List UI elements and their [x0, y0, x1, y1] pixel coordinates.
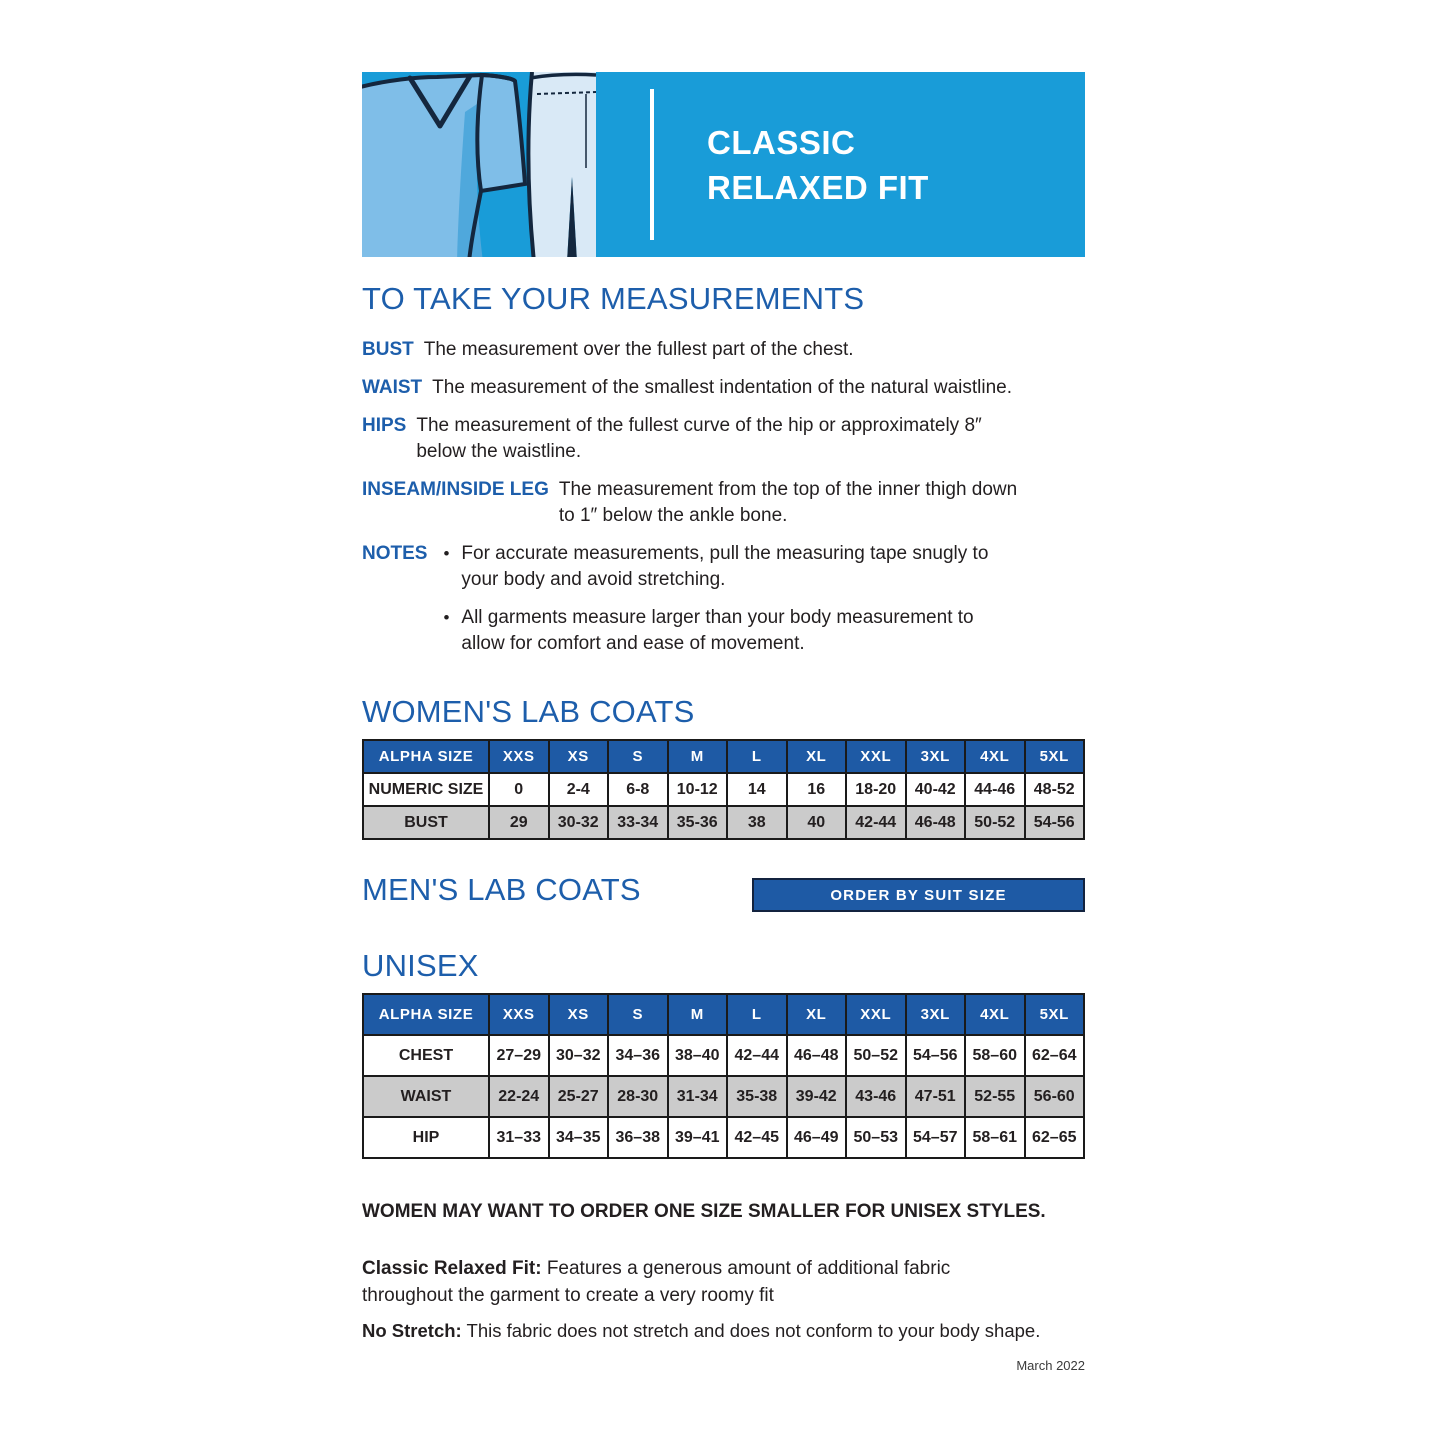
banner-title	[707, 120, 929, 210]
size-cell: 47-51	[906, 1076, 966, 1117]
size-cell: 56-60	[1025, 1076, 1085, 1117]
measurement-item-hips	[362, 413, 1100, 465]
notes-label: NOTES	[362, 543, 428, 564]
row-label: WAIST	[363, 1076, 489, 1117]
bullet-icon: •	[443, 544, 450, 563]
size-cell: 42–45	[727, 1117, 787, 1158]
alpha-size-header: ALPHA SIZE	[363, 994, 489, 1035]
size-cell: 18-20	[846, 773, 906, 806]
unisex-heading: UNISEX	[362, 948, 479, 983]
size-cell: 38–40	[668, 1035, 728, 1076]
size-cell: 54–56	[906, 1035, 966, 1076]
unisex-size-table	[362, 993, 1085, 1159]
size-cell: 46–48	[787, 1035, 847, 1076]
size-cell: 62–64	[1025, 1035, 1085, 1076]
alpha-size-header: ALPHA SIZE	[363, 740, 489, 773]
size-cell: 48-52	[1025, 773, 1085, 806]
size-cell: 62–65	[1025, 1117, 1085, 1158]
order-by-suit-size-button[interactable]: ORDER BY SUIT SIZE	[752, 878, 1085, 912]
banner-title-line2: RELAXED FIT	[707, 168, 929, 206]
size-cell: 22-24	[489, 1076, 549, 1117]
womens-lab-coats-heading: WOMEN'S LAB COATS	[362, 694, 695, 729]
size-cell: 46-48	[906, 806, 966, 839]
stretch-label: No Stretch:	[362, 1319, 462, 1341]
bust-label: BUST	[362, 339, 414, 360]
table-header-row	[363, 740, 1084, 773]
size-cell: 40	[787, 806, 847, 839]
size-cell: 0	[489, 773, 549, 806]
size-cell: 54-56	[1025, 806, 1085, 839]
inseam-description: The measurement from the top of the inner thigh down to 1″ below the ankle bone.	[558, 479, 1018, 526]
bullet-icon: •	[443, 608, 450, 627]
note-item	[437, 541, 1006, 593]
measurement-item-bust	[362, 337, 1100, 363]
measurements-section	[362, 281, 1100, 669]
size-cell: 33-34	[608, 806, 668, 839]
size-column-header: XXS	[489, 994, 549, 1035]
size-cell: 34–36	[608, 1035, 668, 1076]
size-cell: 58–61	[965, 1117, 1025, 1158]
size-cell: 42-44	[846, 806, 906, 839]
row-label: NUMERIC SIZE	[363, 773, 489, 806]
fit-text: Features a generous amount of additional fabric throughout the garment to create a very roomy fit	[362, 1258, 951, 1306]
size-cell: 30-32	[549, 806, 609, 839]
size-column-header: 5XL	[1025, 994, 1085, 1035]
size-cell: 46–49	[787, 1117, 847, 1158]
size-cell: 25-27	[549, 1076, 609, 1117]
inseam-label: INSEAM/INSIDE LEG	[362, 479, 549, 500]
size-cell: 52-55	[965, 1076, 1025, 1117]
size-cell: 44-46	[965, 773, 1025, 806]
table-row	[363, 1117, 1084, 1158]
size-column-header: 5XL	[1025, 740, 1085, 773]
size-cell: 6-8	[608, 773, 668, 806]
mens-lab-coats-heading: MEN'S LAB COATS	[362, 872, 641, 907]
size-column-header: 4XL	[965, 740, 1025, 773]
size-column-header: XXS	[489, 740, 549, 773]
row-label: CHEST	[363, 1035, 489, 1076]
size-column-header: XS	[549, 740, 609, 773]
size-cell: 10-12	[668, 773, 728, 806]
table-row	[363, 1035, 1084, 1076]
size-cell: 31–33	[489, 1117, 549, 1158]
bust-description: The measurement over the fullest part of the chest.	[423, 339, 854, 360]
size-column-header: L	[727, 740, 787, 773]
size-column-header: 3XL	[906, 740, 966, 773]
row-label: HIP	[363, 1117, 489, 1158]
mens-lab-coats-row	[362, 872, 1085, 916]
scrubs-illustration	[362, 72, 608, 257]
size-cell: 34–35	[549, 1117, 609, 1158]
size-cell: 29	[489, 806, 549, 839]
size-column-header: 4XL	[965, 994, 1025, 1035]
row-label: BUST	[363, 806, 489, 839]
notes-list	[437, 541, 1006, 657]
measurement-item-waist	[362, 375, 1100, 401]
stretch-text: This fabric does not stretch and does not conform to your body shape.	[466, 1319, 1041, 1341]
size-cell: 54–57	[906, 1117, 966, 1158]
note-text: All garments measure larger than your body measurement to allow for comfort and ease of movement.	[461, 607, 974, 654]
size-column-header: S	[608, 994, 668, 1035]
womens-size-table	[362, 739, 1085, 840]
size-cell: 36–38	[608, 1117, 668, 1158]
size-column-header: XS	[549, 994, 609, 1035]
banner-divider	[650, 89, 654, 240]
waist-label: WAIST	[362, 377, 423, 398]
size-column-header: M	[668, 994, 728, 1035]
size-cell: 28-30	[608, 1076, 668, 1117]
size-cell: 39-42	[787, 1076, 847, 1117]
size-cell: 30–32	[549, 1035, 609, 1076]
size-cell: 2-4	[549, 773, 609, 806]
revision-date: March 2022	[1016, 1358, 1085, 1373]
note-text: For accurate measurements, pull the measuring tape snugly to your body and avoid stretching.	[461, 543, 989, 590]
banner-title-line1: CLASSIC	[707, 123, 856, 161]
size-cell: 50-52	[965, 806, 1025, 839]
size-cell: 35-38	[727, 1076, 787, 1117]
size-cell: 50–52	[846, 1035, 906, 1076]
size-column-header: XXL	[846, 994, 906, 1035]
size-cell: 38	[727, 806, 787, 839]
size-column-header: XL	[787, 994, 847, 1035]
measurement-item-inseam	[362, 477, 1100, 529]
hips-label: HIPS	[362, 415, 407, 436]
size-cell: 35-36	[668, 806, 728, 839]
table-header-row	[363, 994, 1084, 1035]
size-cell: 27–29	[489, 1035, 549, 1076]
note-item	[437, 605, 1006, 657]
table-row	[363, 806, 1084, 839]
classic-relaxed-fit-note	[362, 1255, 1002, 1309]
size-cell: 58–60	[965, 1035, 1025, 1076]
banner-text-panel	[608, 72, 1085, 257]
hips-description: The measurement of the fullest curve of the hip or approximately 8″ below the waistline.	[416, 415, 982, 462]
size-cell: 39–41	[668, 1117, 728, 1158]
table-row	[363, 773, 1084, 806]
size-column-header: XXL	[846, 740, 906, 773]
classic-relaxed-fit-banner	[362, 72, 1085, 257]
size-cell: 16	[787, 773, 847, 806]
size-cell: 40-42	[906, 773, 966, 806]
size-column-header: 3XL	[906, 994, 966, 1035]
waist-description: The measurement of the smallest indentation of the natural waistline.	[432, 377, 1012, 398]
size-cell: 31-34	[668, 1076, 728, 1117]
measurement-item-notes	[362, 541, 1100, 657]
size-column-header: L	[727, 994, 787, 1035]
unisex-order-note: WOMEN MAY WANT TO ORDER ONE SIZE SMALLER FOR UNISEX STYLES.	[362, 1201, 1046, 1222]
size-cell: 43-46	[846, 1076, 906, 1117]
fit-label: Classic Relaxed Fit:	[362, 1258, 542, 1279]
size-cell: 42–44	[727, 1035, 787, 1076]
size-cell: 50–53	[846, 1117, 906, 1158]
table-row	[363, 1076, 1084, 1117]
size-column-header: XL	[787, 740, 847, 773]
no-stretch-note	[362, 1320, 1040, 1342]
measurements-heading: TO TAKE YOUR MEASUREMENTS	[362, 281, 865, 316]
size-column-header: S	[608, 740, 668, 773]
size-column-header: M	[668, 740, 728, 773]
size-cell: 14	[727, 773, 787, 806]
